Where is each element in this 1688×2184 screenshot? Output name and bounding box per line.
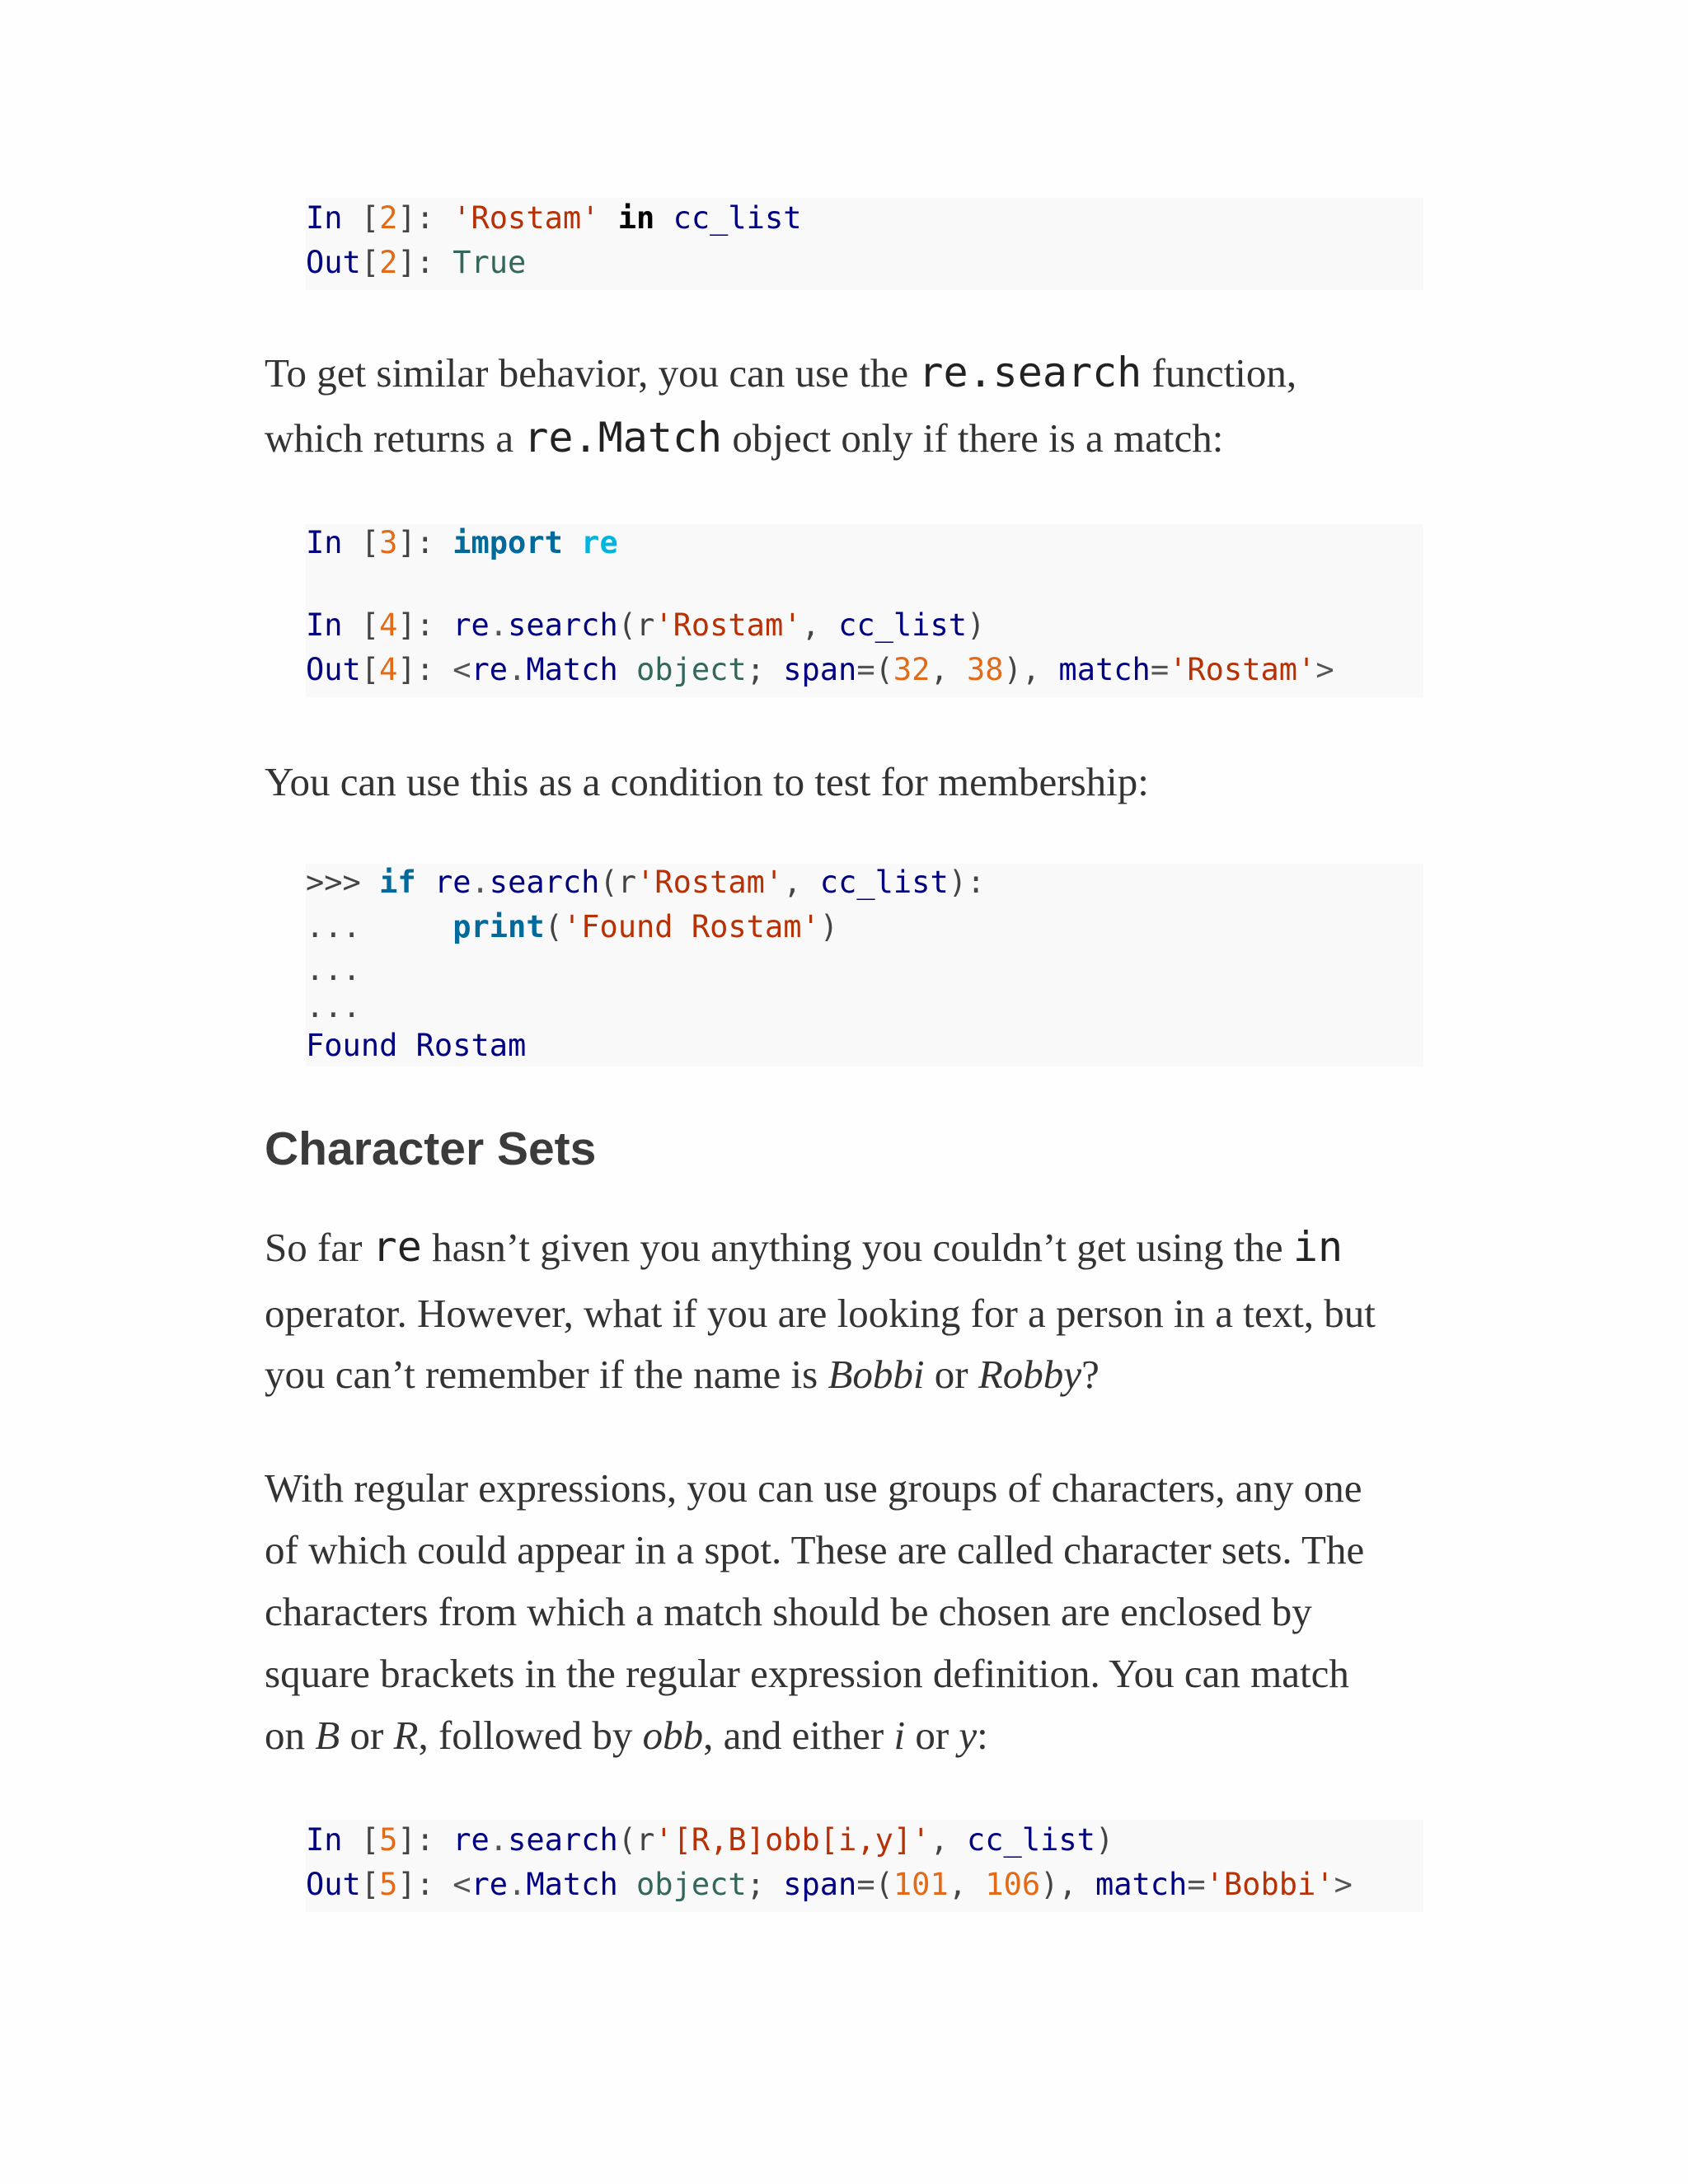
paragraph-4 [265, 1463, 1435, 1768]
output-value: True [452, 245, 527, 280]
variable: cc_list [673, 200, 802, 236]
string-literal: 'Rostam' [452, 200, 600, 236]
code-line: Out[4]: <re.Match object; span=(32, 38), match='Rostam'> [306, 652, 1334, 687]
text-line: With regular expressions, you can use groups of characters, any one [265, 1465, 1362, 1511]
prompt-number: 2 [379, 245, 398, 280]
text-line: operator. However, what if you are looking for a person in a text, but [265, 1291, 1376, 1336]
code-line: In [3]: import re [306, 525, 618, 560]
inline-code: in [1292, 1223, 1343, 1271]
paragraph-3 [265, 1218, 1435, 1408]
text-line: you can’t remember if the name is Bobbi or Robby? [265, 1352, 1100, 1397]
in-prompt: In [306, 200, 343, 236]
code-block-2 [306, 524, 1423, 697]
code-block-3 [306, 864, 1423, 1066]
inline-code: re [372, 1223, 422, 1271]
prompt-number: 2 [379, 200, 398, 236]
paragraph-1 [265, 346, 1435, 462]
code-line [306, 1030, 526, 1061]
paragraph-2 [265, 756, 1435, 805]
code-line: ... [306, 952, 361, 987]
text-line: So far re hasn’t given you anything you couldn’t get using the in [265, 1223, 1343, 1271]
section-heading: Character Sets [265, 1122, 597, 1175]
code-line: In [2]: 'Rostam' in cc_list [306, 200, 802, 236]
text-line: characters from which a match should be chosen are enclosed by [265, 1589, 1312, 1634]
code-line: ... print('Found Rostam') [306, 909, 839, 944]
code-line: Out[2]: True [306, 245, 527, 280]
code-line: In [5]: re.search(r'[R,B]obb[i,y]', cc_list) [306, 1822, 1114, 1858]
text-line: You can use this as a condition to test for membership: [265, 759, 1149, 804]
text-line: which returns a re.Match object only if there is a match: [265, 414, 1224, 462]
text-line: on B or R, followed by obb, and either i or y: [265, 1713, 988, 1758]
text-line: To get similar behavior, you can use the re.search function, [265, 349, 1297, 396]
code-block-1 [306, 198, 1423, 290]
text-line: of which could appear in a spot. These are called character sets. The [265, 1527, 1365, 1572]
out-prompt: Out [306, 245, 361, 280]
code-block-4 [306, 1820, 1423, 1912]
keyword: in [617, 200, 655, 236]
code-line: ... [306, 989, 361, 1024]
inline-code: re.search [918, 349, 1142, 396]
inline-code: re.Match [523, 414, 723, 462]
code-line: In [4]: re.search(r'Rostam', cc_list) [306, 607, 986, 643]
code-line: Out[5]: <re.Match object; span=(101, 106), match='Bobbi'> [306, 1867, 1353, 1902]
program-output: Found Rostam [306, 1028, 527, 1063]
text-line: square brackets in the regular expression definition. You can match [265, 1651, 1349, 1696]
code-line: >>> if re.search(r'Rostam', cc_list): [306, 865, 986, 900]
